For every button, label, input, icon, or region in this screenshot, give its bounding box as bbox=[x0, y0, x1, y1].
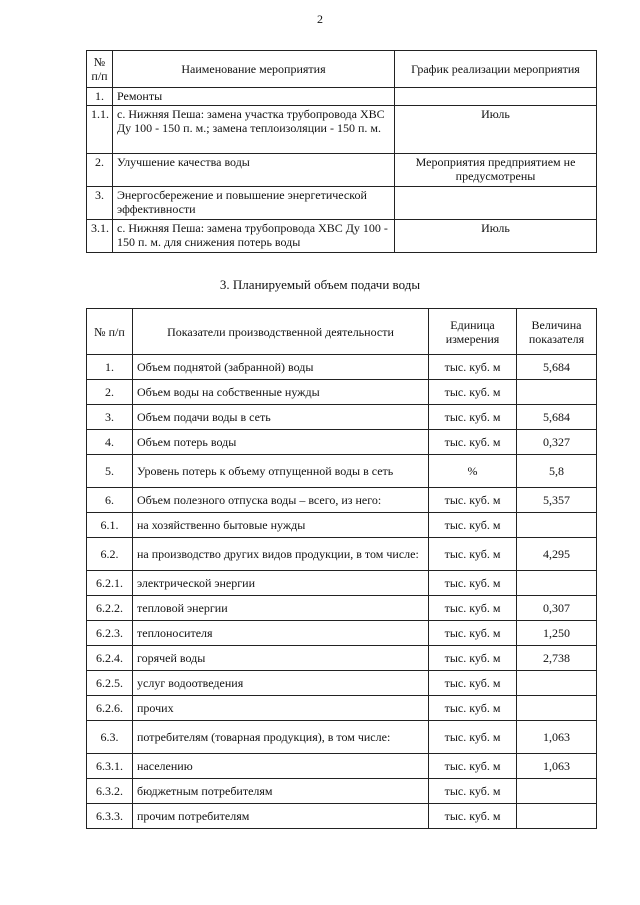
cell-value: 2,738 bbox=[517, 646, 597, 671]
cell-num: 3. bbox=[87, 187, 113, 220]
table-row bbox=[87, 621, 597, 646]
cell-value bbox=[517, 696, 597, 721]
cell-num: 6.2.5. bbox=[87, 671, 133, 696]
cell-schedule: Июль bbox=[395, 220, 597, 253]
table-row bbox=[87, 405, 597, 430]
cell-num: 1.1. bbox=[87, 106, 113, 154]
table-row bbox=[87, 696, 597, 721]
cell-unit: тыс. куб. м bbox=[429, 355, 517, 380]
table-header-row bbox=[87, 309, 597, 355]
table-row bbox=[87, 779, 597, 804]
header-unit: Единица измерения bbox=[429, 309, 517, 355]
header-schedule: График реализации мероприятия bbox=[395, 51, 597, 88]
cell-unit: тыс. куб. м bbox=[429, 538, 517, 571]
cell-measure-name: Энергосбережение и повышение энергетической эффективности bbox=[113, 187, 395, 220]
cell-unit: % bbox=[429, 455, 517, 488]
cell-indicator: населению bbox=[133, 754, 429, 779]
cell-value: 5,684 bbox=[517, 355, 597, 380]
table-row bbox=[87, 88, 597, 106]
table-row bbox=[87, 355, 597, 380]
cell-value bbox=[517, 380, 597, 405]
table-row bbox=[87, 538, 597, 571]
cell-indicator: электрической энергии bbox=[133, 571, 429, 596]
cell-value: 5,8 bbox=[517, 455, 597, 488]
cell-indicator: на хозяйственно бытовые нужды bbox=[133, 513, 429, 538]
table-row bbox=[87, 513, 597, 538]
table-row bbox=[87, 380, 597, 405]
cell-unit: тыс. куб. м bbox=[429, 596, 517, 621]
page-number: 2 bbox=[317, 12, 323, 26]
cell-unit: тыс. куб. м bbox=[429, 721, 517, 754]
cell-indicator: теплоносителя bbox=[133, 621, 429, 646]
cell-value: 4,295 bbox=[517, 538, 597, 571]
table-row bbox=[87, 754, 597, 779]
cell-indicator: Объем полезного отпуска воды – всего, из него: bbox=[133, 488, 429, 513]
cell-indicator: Объем потерь воды bbox=[133, 430, 429, 455]
cell-unit: тыс. куб. м bbox=[429, 646, 517, 671]
cell-num: 2. bbox=[87, 380, 133, 405]
cell-unit: тыс. куб. м bbox=[429, 804, 517, 829]
cell-value: 1,063 bbox=[517, 721, 597, 754]
cell-indicator: Объем воды на собственные нужды bbox=[133, 380, 429, 405]
cell-unit: тыс. куб. м bbox=[429, 754, 517, 779]
cell-num: 6.3.2. bbox=[87, 779, 133, 804]
header-measure-name: Наименование мероприятия bbox=[113, 51, 395, 88]
cell-num: 2. bbox=[87, 154, 113, 187]
table-row bbox=[87, 488, 597, 513]
cell-unit: тыс. куб. м bbox=[429, 405, 517, 430]
section-title: 3. Планируемый объем подачи воды bbox=[219, 277, 421, 292]
cell-unit: тыс. куб. м bbox=[429, 380, 517, 405]
cell-num: 6.3.1. bbox=[87, 754, 133, 779]
cell-num: 3. bbox=[87, 405, 133, 430]
cell-value: 5,357 bbox=[517, 488, 597, 513]
cell-num: 6.2.3. bbox=[87, 621, 133, 646]
cell-num: 6. bbox=[87, 488, 133, 513]
cell-num: 6.3.3. bbox=[87, 804, 133, 829]
cell-num: 4. bbox=[87, 430, 133, 455]
table-row bbox=[87, 804, 597, 829]
table-row bbox=[87, 187, 597, 220]
table-row bbox=[87, 596, 597, 621]
cell-num: 6.2.4. bbox=[87, 646, 133, 671]
cell-unit: тыс. куб. м bbox=[429, 696, 517, 721]
cell-schedule: Июль bbox=[395, 106, 597, 154]
cell-num: 6.3. bbox=[87, 721, 133, 754]
cell-schedule bbox=[395, 187, 597, 220]
cell-num: 5. bbox=[87, 455, 133, 488]
cell-value: 0,327 bbox=[517, 430, 597, 455]
cell-value: 5,684 bbox=[517, 405, 597, 430]
cell-value bbox=[517, 779, 597, 804]
cell-unit: тыс. куб. м bbox=[429, 571, 517, 596]
table-row bbox=[87, 646, 597, 671]
cell-unit: тыс. куб. м bbox=[429, 779, 517, 804]
table-row bbox=[87, 571, 597, 596]
cell-value bbox=[517, 513, 597, 538]
cell-value bbox=[517, 671, 597, 696]
cell-unit: тыс. куб. м bbox=[429, 621, 517, 646]
table-row bbox=[87, 455, 597, 488]
cell-num: 6.2. bbox=[87, 538, 133, 571]
cell-num: 1. bbox=[87, 355, 133, 380]
cell-indicator: услуг водоотведения bbox=[133, 671, 429, 696]
cell-value: 1,063 bbox=[517, 754, 597, 779]
header-indicator: Показатели производственной деятельности bbox=[133, 309, 429, 355]
table-body bbox=[87, 355, 597, 829]
cell-num: 3.1. bbox=[87, 220, 113, 253]
cell-indicator: тепловой энергии bbox=[133, 596, 429, 621]
cell-measure-name: Ремонты bbox=[113, 88, 395, 106]
cell-indicator: потребителям (товарная продукция), в том числе: bbox=[133, 721, 429, 754]
cell-indicator: Уровень потерь к объему отпущенной воды в сеть bbox=[133, 455, 429, 488]
cell-value bbox=[517, 804, 597, 829]
cell-indicator: прочим потребителям bbox=[133, 804, 429, 829]
cell-indicator: бюджетным потребителям bbox=[133, 779, 429, 804]
table-header-row bbox=[87, 51, 597, 88]
cell-value: 1,250 bbox=[517, 621, 597, 646]
table-row bbox=[87, 671, 597, 696]
header-num: № п/п bbox=[87, 51, 113, 88]
cell-value: 0,307 bbox=[517, 596, 597, 621]
cell-num: 6.2.6. bbox=[87, 696, 133, 721]
cell-unit: тыс. куб. м bbox=[429, 513, 517, 538]
cell-num: 6.1. bbox=[87, 513, 133, 538]
cell-schedule bbox=[395, 88, 597, 106]
cell-measure-name: с. Нижняя Пеша: замена участка трубопровода ХВС Ду 100 - 150 п. м.; замена теплоизоляции - 150 п. м. bbox=[113, 106, 395, 154]
cell-indicator: на производство других видов продукции, в том числе: bbox=[133, 538, 429, 571]
cell-num: 6.2.2. bbox=[87, 596, 133, 621]
cell-measure-name: Улучшение качества воды bbox=[113, 154, 395, 187]
water-supply-table bbox=[86, 308, 597, 829]
cell-value bbox=[517, 571, 597, 596]
cell-schedule: Мероприятия предприятием не предусмотрены bbox=[395, 154, 597, 187]
cell-measure-name: с. Нижняя Пеша: замена трубопровода ХВС Ду 100 - 150 п. м. для снижения потерь воды bbox=[113, 220, 395, 253]
cell-num: 6.2.1. bbox=[87, 571, 133, 596]
cell-indicator: Объем поднятой (забранной) воды bbox=[133, 355, 429, 380]
cell-indicator: горячей воды bbox=[133, 646, 429, 671]
header-value: Величина показателя bbox=[517, 309, 597, 355]
cell-unit: тыс. куб. м bbox=[429, 671, 517, 696]
measures-table bbox=[86, 50, 597, 253]
table-row bbox=[87, 154, 597, 187]
table-row bbox=[87, 220, 597, 253]
cell-indicator: Объем подачи воды в сеть bbox=[133, 405, 429, 430]
header-num: № п/п bbox=[87, 309, 133, 355]
cell-unit: тыс. куб. м bbox=[429, 488, 517, 513]
cell-num: 1. bbox=[87, 88, 113, 106]
cell-indicator: прочих bbox=[133, 696, 429, 721]
cell-unit: тыс. куб. м bbox=[429, 430, 517, 455]
table-row bbox=[87, 106, 597, 154]
table-row bbox=[87, 721, 597, 754]
table-row bbox=[87, 430, 597, 455]
